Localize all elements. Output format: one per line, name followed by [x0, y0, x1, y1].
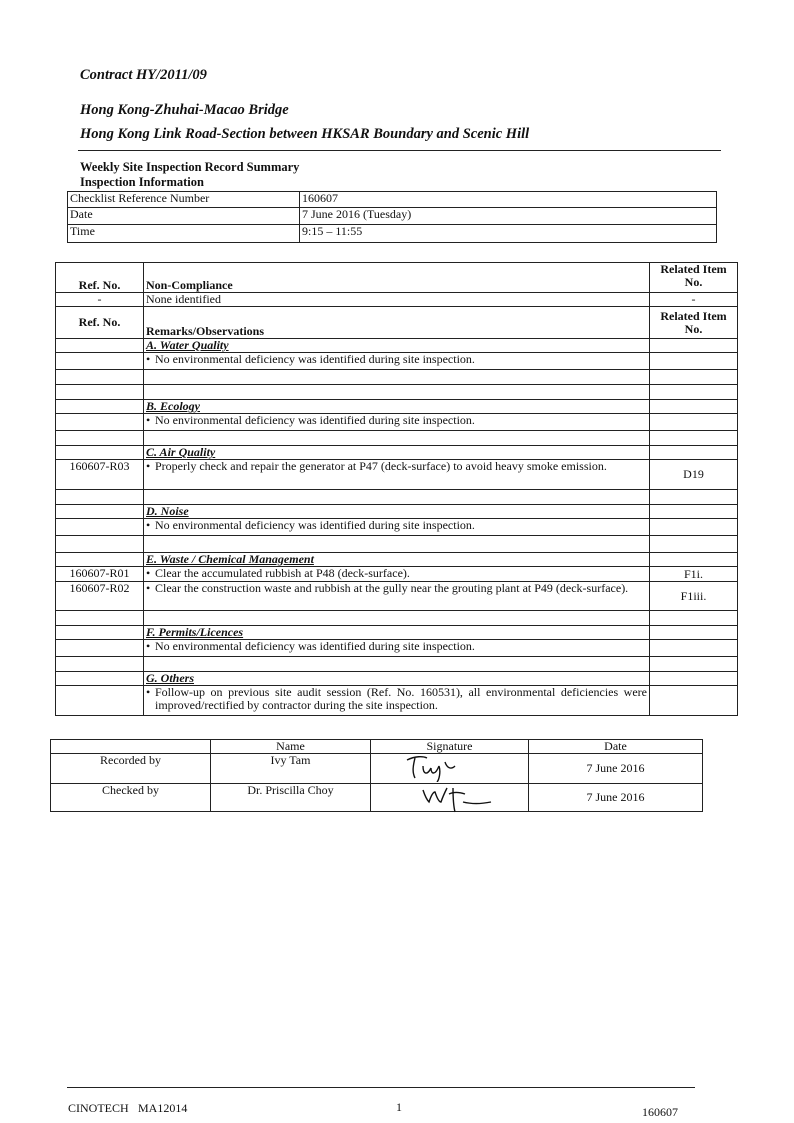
section-title: Hong Kong Link Road-Section between HKSAR Boundary and Scenic Hill	[80, 126, 530, 142]
nc-text: None identified	[144, 293, 650, 307]
table-row	[56, 414, 738, 431]
related-item-heading: Related Item No.	[650, 307, 738, 339]
non-compliance-heading: Non-Compliance	[144, 263, 650, 293]
ecology-remark: No environmental deficiency was identified during site inspection.	[155, 413, 475, 427]
table-row	[56, 536, 738, 553]
signoff-row	[51, 784, 703, 812]
section-others: G. Others	[144, 672, 650, 686]
section-ecology: B. Ecology	[144, 400, 650, 414]
table-row	[56, 611, 738, 626]
inspection-info-table	[67, 191, 717, 243]
table-row	[56, 460, 738, 490]
inspection-record-table	[55, 262, 738, 716]
table-row	[56, 640, 738, 657]
section-waste: E. Waste / Chemical Management	[144, 553, 650, 567]
nc-header-row	[56, 263, 738, 293]
section-water-quality: A. Water Quality	[144, 339, 650, 353]
table-row	[56, 582, 738, 611]
table-row	[56, 553, 738, 567]
header-rule	[78, 150, 721, 151]
signoff-table	[50, 739, 703, 812]
page-number: 1	[396, 1100, 402, 1114]
waste-ref-1: 160607-R01	[56, 567, 144, 582]
waste-related-2: F1iii.	[650, 582, 738, 611]
info-label: Checklist Reference Number	[68, 192, 300, 208]
section-noise: D. Noise	[144, 505, 650, 519]
info-label: Time	[68, 225, 300, 243]
table-row	[56, 370, 738, 385]
noise-remark: No environmental deficiency was identified during site inspection.	[155, 518, 475, 532]
waste-remark-1: Clear the accumulated rubbish at P48 (deck-surface).	[155, 566, 410, 580]
table-row	[56, 657, 738, 672]
footer-ref: 160607	[642, 1105, 678, 1119]
info-row	[68, 192, 717, 208]
table-row	[56, 385, 738, 400]
checked-by-signature	[371, 784, 529, 812]
info-value: 9:15 – 11:55	[300, 225, 717, 243]
table-row	[56, 400, 738, 414]
table-row	[56, 490, 738, 505]
table-row	[56, 505, 738, 519]
table-row	[56, 431, 738, 446]
table-row	[56, 293, 738, 307]
checked-by-name: Dr. Priscilla Choy	[211, 784, 371, 812]
air-quality-remark: Properly check and repair the generator at P47 (deck-surface) to avoid heavy smoke emission.	[155, 459, 607, 473]
remarks-heading: Remarks/Observations	[144, 307, 650, 339]
info-label: Date	[68, 208, 300, 225]
table-row	[56, 567, 738, 582]
nc-related: -	[650, 293, 738, 307]
waste-ref-2: 160607-R02	[56, 582, 144, 611]
name-heading: Name	[211, 740, 371, 754]
project-title: Hong Kong-Zhuhai-Macao Bridge	[80, 102, 289, 118]
section-air-quality: C. Air Quality	[144, 446, 650, 460]
related-item-heading: Related Item No.	[650, 263, 738, 293]
signature-ivy-tam	[401, 752, 481, 782]
air-quality-related: D19	[650, 460, 738, 490]
table-row	[56, 353, 738, 370]
checked-by-date: 7 June 2016	[529, 784, 703, 812]
recorded-by-date: 7 June 2016	[529, 754, 703, 784]
signature-priscilla-choy	[419, 782, 509, 814]
signoff-row	[51, 754, 703, 784]
others-remark: Follow-up on previous site audit session (Ref. No. 160531), all environmental deficiencies were improved/rectified by contractor during the site inspection.	[155, 685, 647, 712]
ref-no-heading: Ref. No.	[56, 307, 144, 339]
summary-title: Weekly Site Inspection Record Summary	[80, 160, 300, 174]
contract-number: Contract HY/2011/09	[80, 67, 207, 83]
nc-ref: -	[56, 293, 144, 307]
info-value: 7 June 2016 (Tuesday)	[300, 208, 717, 225]
waste-remark-2: Clear the construction waste and rubbish at the gully near the grouting plant at P49 (deck-surface).	[155, 581, 629, 595]
table-row	[56, 686, 738, 716]
signature-heading: Signature	[371, 740, 529, 754]
remarks-header-row	[56, 307, 738, 339]
air-quality-ref: 160607-R03	[56, 460, 144, 490]
date-heading: Date	[529, 740, 703, 754]
recorded-by-name: Ivy Tam	[211, 754, 371, 784]
waste-related-1: F1i.	[650, 567, 738, 582]
recorded-by-signature	[371, 754, 529, 784]
section-permits: F. Permits/Licences	[144, 626, 650, 640]
info-row	[68, 225, 717, 243]
signoff-header-row	[51, 740, 703, 754]
table-row	[56, 672, 738, 686]
info-value: 160607	[300, 192, 717, 208]
footer-company: CINOTECH	[68, 1101, 129, 1115]
water-quality-remark: No environmental deficiency was identified during site inspection.	[155, 352, 475, 366]
table-row	[56, 446, 738, 460]
footer-report: MA12014	[138, 1101, 188, 1115]
info-row	[68, 208, 717, 225]
table-row	[56, 339, 738, 353]
recorded-by-label: Recorded by	[51, 754, 211, 784]
table-row	[56, 626, 738, 640]
info-title: Inspection Information	[80, 175, 204, 189]
table-row	[56, 519, 738, 536]
ref-no-heading: Ref. No.	[56, 263, 144, 293]
checked-by-label: Checked by	[51, 784, 211, 812]
footer-rule	[67, 1087, 695, 1088]
permits-remark: No environmental deficiency was identified during site inspection.	[155, 639, 475, 653]
